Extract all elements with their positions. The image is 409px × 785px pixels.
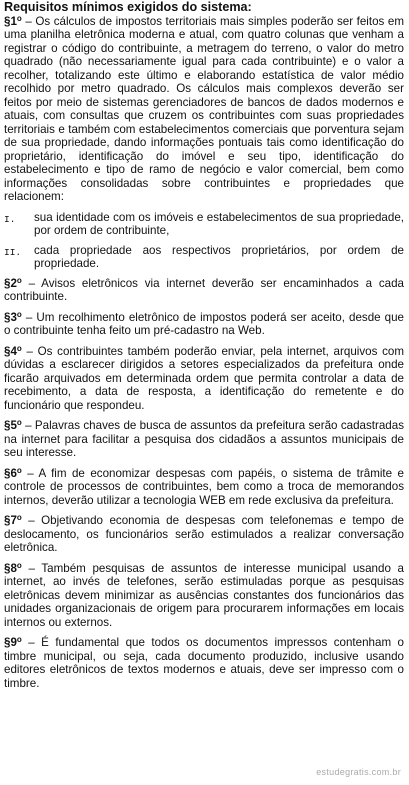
paragraph-text: – Avisos eletrônicos via internet deverão ser encaminhados a cada contribuinte. xyxy=(4,276,404,303)
list-item xyxy=(4,244,404,271)
list-marker: II. xyxy=(4,246,22,258)
list-item-text: sua identidade com os imóveis e estabelecimentos de sua propriedade, por ordem de contribuinte, xyxy=(34,210,404,237)
section-label: §1$^o$ xyxy=(4,13,22,28)
document-title: Requisitos mínimos exigidos do sistema: xyxy=(4,0,252,14)
paragraph-text: – É fundamental que todos os documentos impressos contenham o timbre municipal, ou seja, cada documento produzido, inclusive usando editores eletrônicos de textos modernos e atuais, deve ser impresso com o timbre. xyxy=(4,636,404,690)
paragraph-7 xyxy=(4,514,404,555)
paragraph-8 xyxy=(4,562,404,630)
section-label: §6$^o$ xyxy=(4,465,22,480)
section-label: §5$^o$ xyxy=(4,418,22,432)
paragraph-text: – Um recolhimento eletrônico de impostos poderá ser aceito, desde que o contribuinte tenha feito um pré-cadastro na Web. xyxy=(4,310,404,337)
paragraph-text: – Também pesquisas de assuntos de interesse municipal usando a internet, ao invés de telefones, serão estimuladas porque as pesquisas eletrônicas devem minimizar as ausências constantes dos funcionários das unidades organizacionais de origem para procurarem informações em locais internos ou externos. xyxy=(4,561,404,629)
paragraph-5 xyxy=(4,419,404,460)
paragraph-text: – Os contribuintes também poderão enviar, pela internet, arquivos com dúvidas a esclarecer dirigidos a setores especializados da prefeitura onde ficarão arquivados em determinada ordem que permita controlar a data de recebimento, a data de resposta, a identificação do remetente e do funcionário que respondeu. xyxy=(4,344,404,412)
section-label: §4$^o$ xyxy=(4,343,22,358)
list-item-text: cada propriedade aos respectivos proprietários, por ordem de propriedade. xyxy=(34,243,404,270)
requirements-list xyxy=(4,211,404,271)
paragraph-3 xyxy=(4,311,404,338)
paragraph-text: – Objetivando economia de despesas com telefonemas e tempo de deslocamento, os funcionários serão estimulados a realizar conversação eletrônica. xyxy=(4,514,404,554)
paragraph-6 xyxy=(4,467,404,508)
section-label: §9$^o$ xyxy=(4,635,22,649)
list-marker: I. xyxy=(4,213,16,225)
paragraph-text: – Os cálculos de impostos territoriais mais simples poderão ser feitos em uma planilha eletrônica moderna e atual, com quatro colunas que venham a registrar o código do contribuinte, a metragem do terreno, o valor do metro quadrado (não necessariamente igual para cada contribuinte) e o valor a recolher, totalizando este último e elaborando estatística de valor médio recolhido por metro quadrado. Os cálculos mais complexos deverão ser feitos por meio de sistemas gerenciadores de bancos de dados modernos e atuais, com consultas que cruzem os contribuintes com suas propriedades territoriais e também com estabelecimentos comerciais que porventura sejam de sua propriedade, dando informações pontuais tais como identificação do proprietário, identificação do imóvel e seu tipo, identificação do estabelecimento e tipo de ramo de negócio e valor comercial, bem como informações consolidadas sobre contribuintes e propriedades que relacionem: xyxy=(4,14,404,203)
section-label: §7$^o$ xyxy=(4,513,22,527)
paragraph-9 xyxy=(4,636,404,690)
list-item xyxy=(4,211,404,238)
paragraph-text: – Palavras chaves de busca de assuntos da prefeitura serão cadastradas na internet para facilitar a pesquisa dos cidadãos a assuntos municipais de seu interesse. xyxy=(4,419,404,459)
paragraph-1 xyxy=(4,15,404,204)
section-label: §2$^o$ xyxy=(4,275,22,290)
section-label: §8$^o$ xyxy=(4,560,22,575)
paragraph-text: – A fim de economizar despesas com papéis, o sistema de trâmite e controle de processos de contribuintes, bem como a troca de memorandos internos, deverão utilizar a tecnologia WEB em rede exclusiva da prefeitura. xyxy=(4,466,404,507)
paragraph-2 xyxy=(4,277,404,304)
section-label: §3$^o$ xyxy=(4,309,22,324)
paragraph-4 xyxy=(4,345,404,413)
document-page xyxy=(4,0,404,697)
watermark: estudegratis.com.br xyxy=(316,767,401,777)
